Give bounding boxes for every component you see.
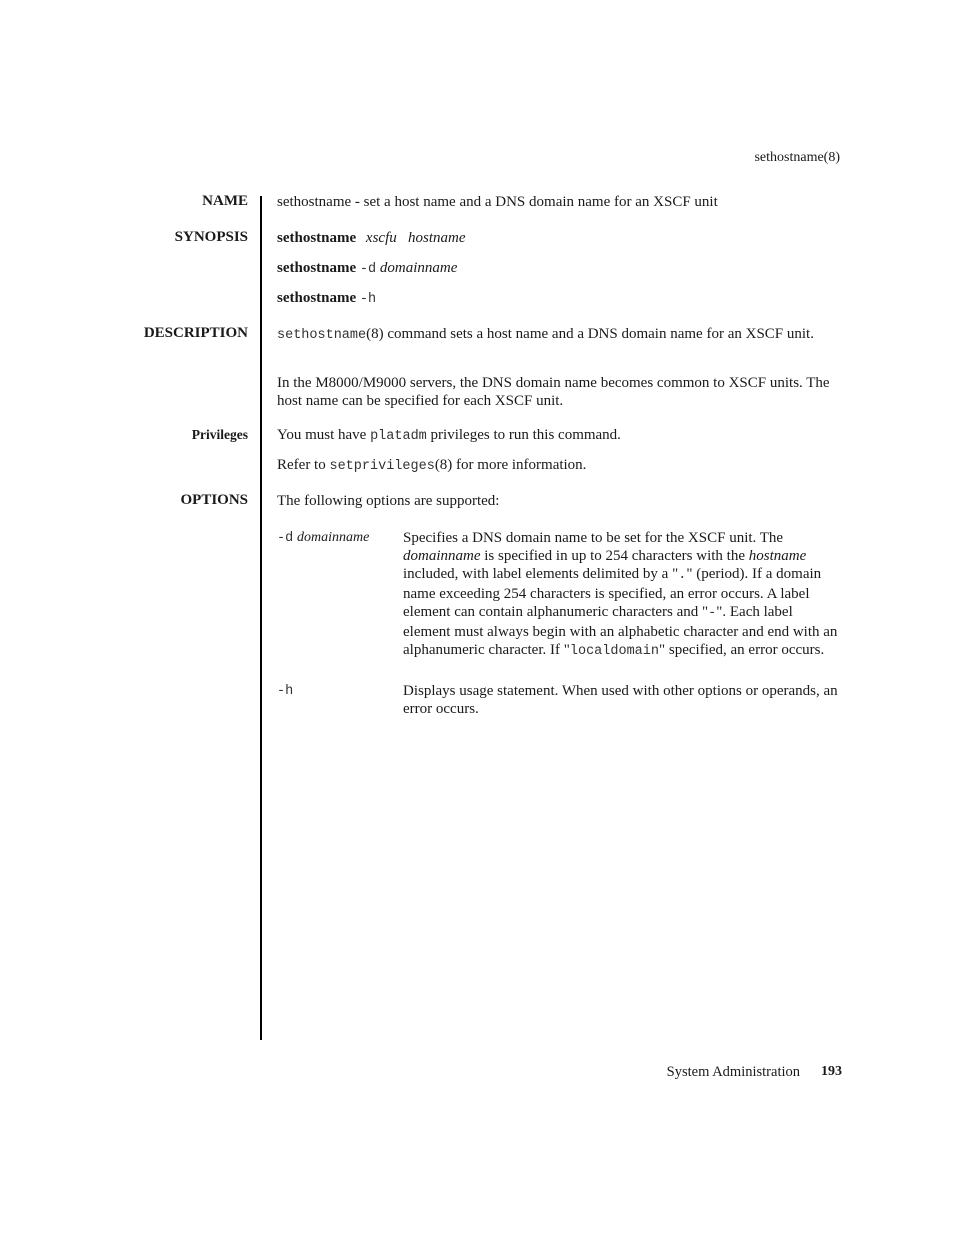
footer-title: System Administration bbox=[666, 1064, 800, 1080]
option-flag: -d bbox=[277, 531, 294, 546]
synopsis-command: sethostname bbox=[277, 230, 357, 246]
option-italic: hostname bbox=[748, 548, 807, 564]
option-h-term bbox=[277, 682, 397, 699]
command-name: sethostname bbox=[277, 328, 367, 343]
option-text: " (period). If a domain name exceeding 254 characters is specified, an error occurs. A label element can contain alphanumeric characters and " bbox=[403, 566, 822, 620]
option-d-description bbox=[403, 529, 843, 661]
vertical-rule bbox=[260, 196, 262, 1040]
running-header: sethostname(8) bbox=[754, 150, 840, 165]
synopsis-line-3 bbox=[277, 289, 843, 309]
reference-command: setprivileges bbox=[329, 459, 435, 474]
privileges-paragraph-1 bbox=[277, 426, 843, 446]
section-options-label: OPTIONS bbox=[180, 492, 248, 508]
option-text: " specified, an error occurs. bbox=[659, 642, 825, 658]
description-paragraph-2: In the M8000/M9000 servers, the DNS domain name becomes common to XSCF units. The host name can be specified for each XSCF unit. bbox=[277, 375, 830, 409]
privileges-paragraph-2 bbox=[277, 456, 843, 476]
option-code: - bbox=[708, 606, 717, 621]
synopsis-line-2 bbox=[277, 259, 843, 279]
option-flag: -h bbox=[277, 684, 294, 699]
privileges-text: (8) for more information. bbox=[434, 457, 587, 473]
description-text: (8) command sets a host name and a DNS domain name for an XSCF unit. bbox=[366, 326, 814, 342]
option-italic: domainname bbox=[403, 548, 481, 564]
option-text: is specified in up to 254 characters with the bbox=[480, 548, 749, 564]
section-name-label: NAME bbox=[202, 193, 248, 209]
option-d-term bbox=[277, 529, 397, 546]
section-synopsis-label: SYNOPSIS bbox=[174, 229, 248, 245]
privileges-text: You must have bbox=[277, 427, 371, 443]
option-code: localdomain bbox=[569, 644, 659, 659]
privileges-text: Refer to bbox=[277, 457, 330, 473]
section-description-label: DESCRIPTION bbox=[143, 325, 248, 341]
privileges-text: privileges to run this command. bbox=[426, 427, 621, 443]
synopsis-command: sethostname bbox=[277, 260, 357, 276]
option-h-description: Displays usage statement. When used with other options or operands, an error occurs. bbox=[403, 683, 838, 717]
synopsis-flag: -h bbox=[359, 292, 377, 307]
option-text: included, with label elements delimited by a " bbox=[403, 566, 679, 582]
options-intro: The following options are supported: bbox=[277, 493, 500, 509]
option-text: Specifies a DNS domain name to be set for the XSCF unit. The bbox=[403, 530, 784, 546]
page-number: 193 bbox=[821, 1064, 842, 1079]
subsection-privileges-label: Privileges bbox=[191, 427, 248, 442]
description-paragraph-1 bbox=[277, 325, 843, 345]
synopsis-flag: -d bbox=[359, 262, 377, 277]
synopsis-arg: domainname bbox=[379, 260, 458, 276]
synopsis-args: xscfu hostname bbox=[365, 230, 466, 246]
name-text: sethostname - set a host name and a DNS domain name for an XSCF unit bbox=[277, 194, 718, 210]
privilege-code: platadm bbox=[370, 429, 427, 444]
option-code: . bbox=[678, 568, 687, 583]
option-arg: domainname bbox=[296, 530, 370, 545]
synopsis-line-1 bbox=[277, 229, 843, 247]
option-text: ". Each label element must always begin with an alphabetic character and end with an alphanumeric character. If " bbox=[403, 604, 838, 658]
synopsis-command: sethostname bbox=[277, 290, 357, 306]
